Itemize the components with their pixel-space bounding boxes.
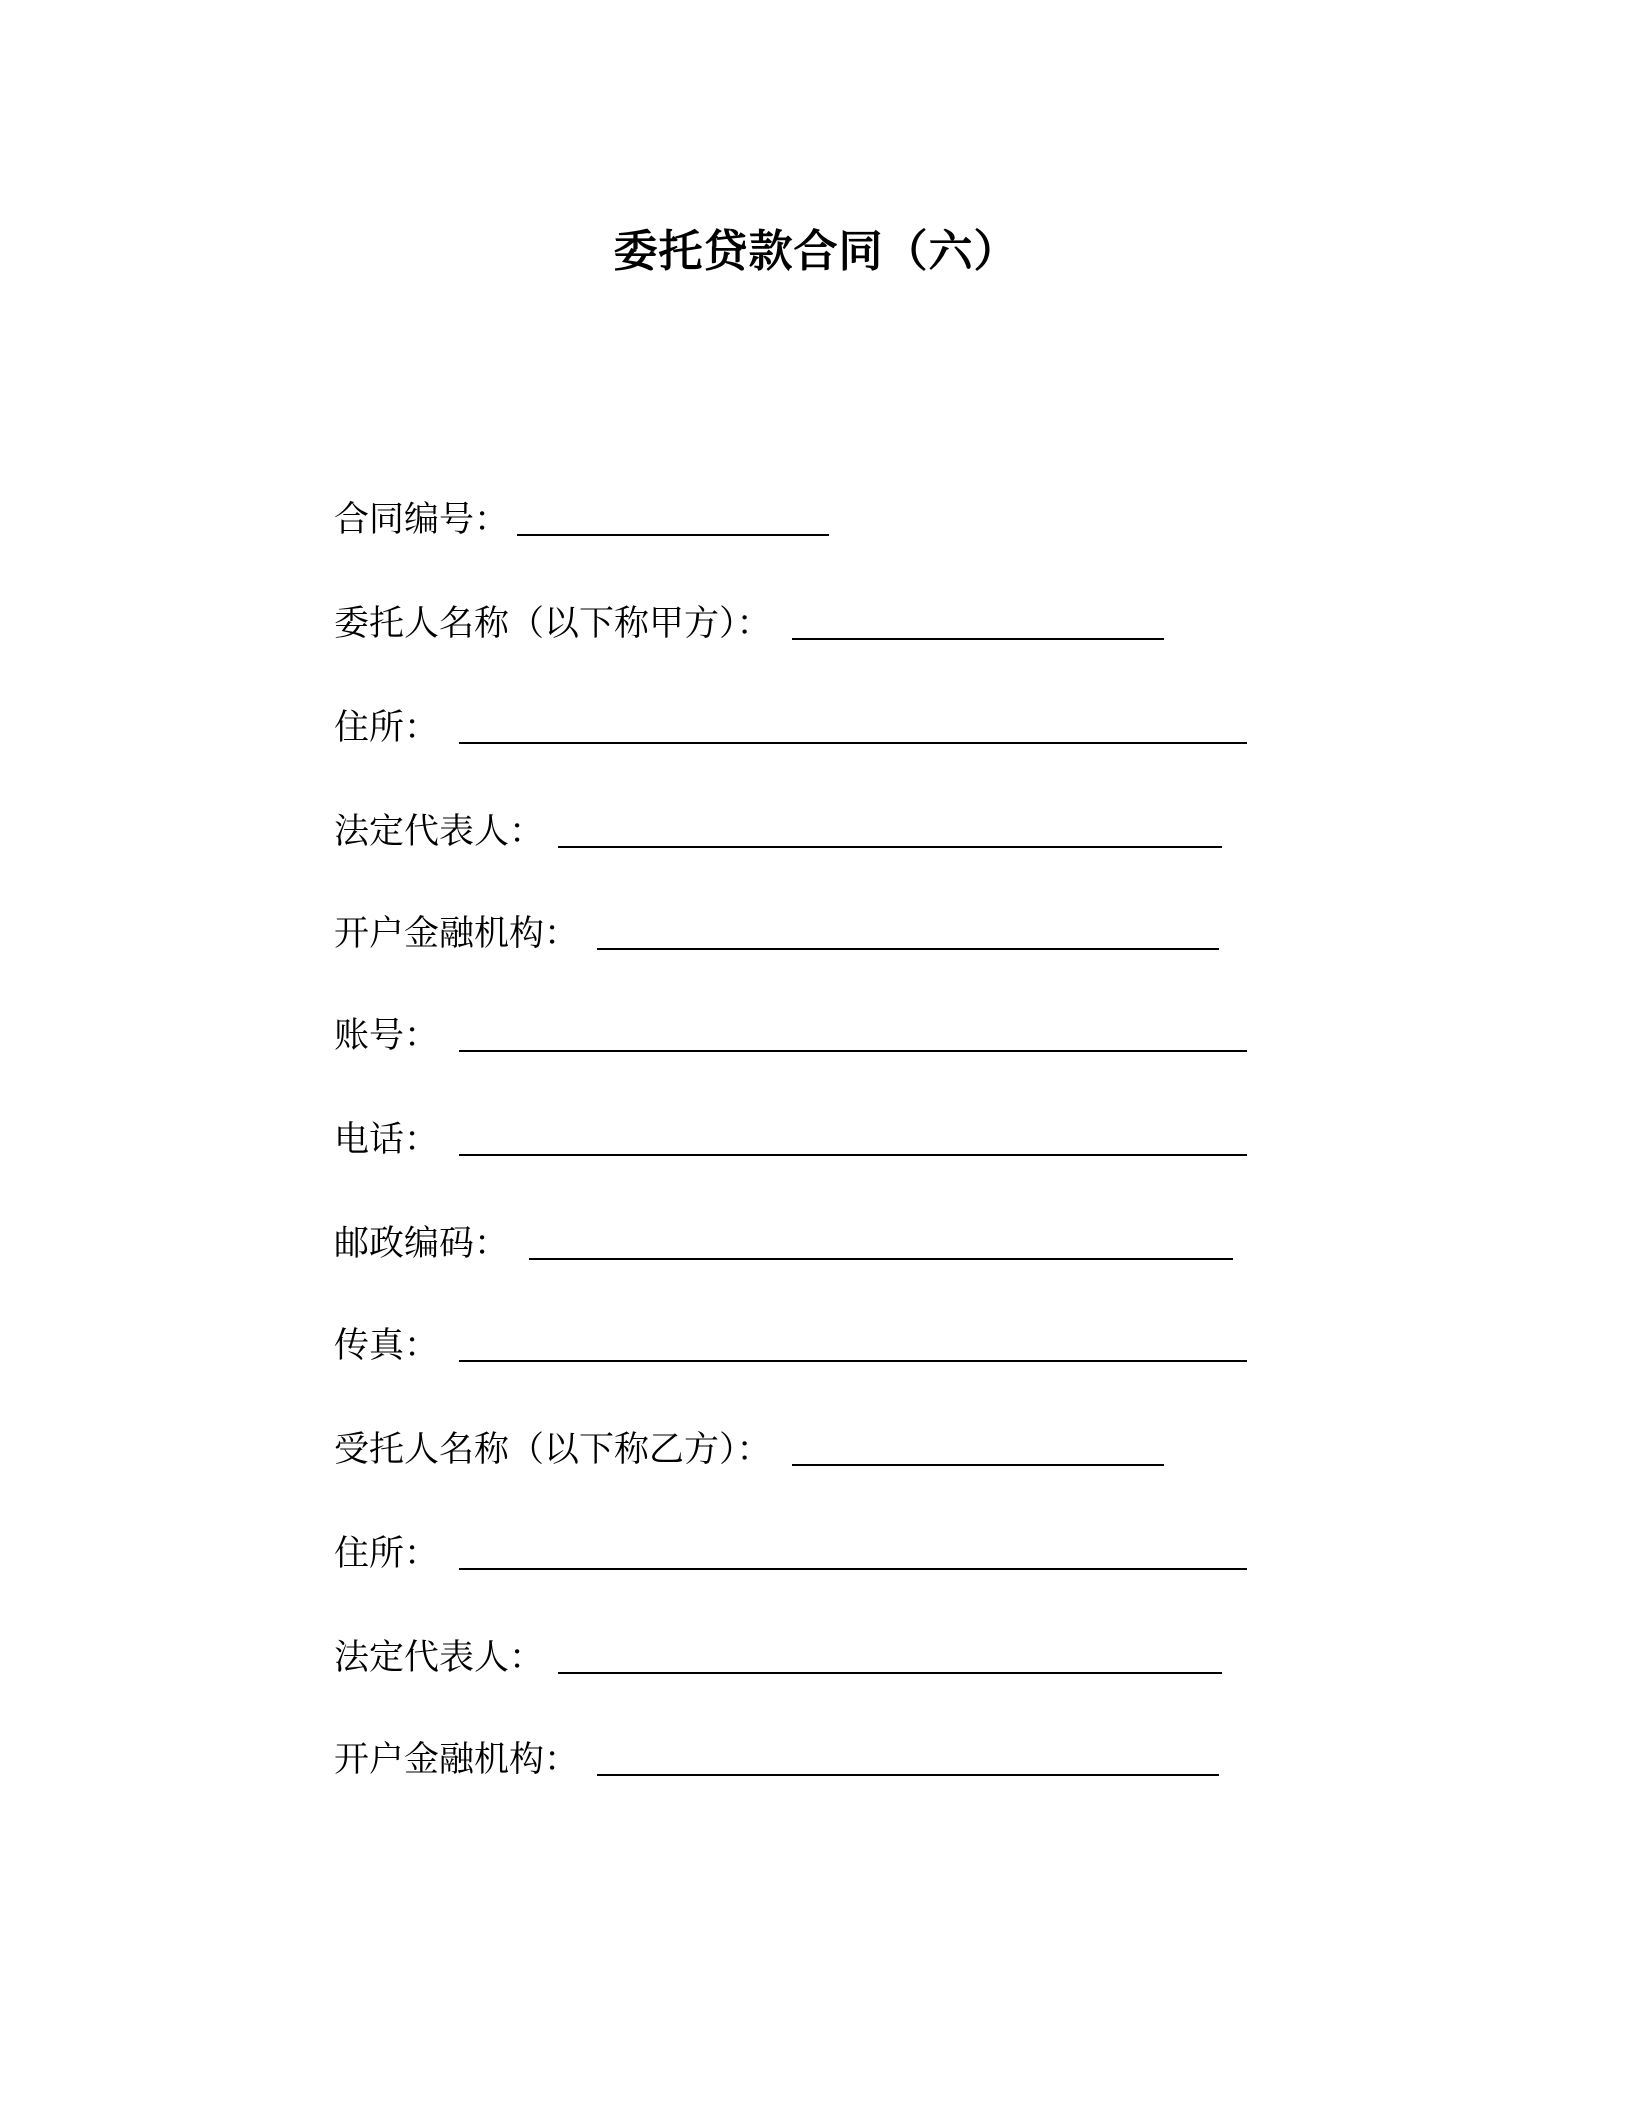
- field-label: 受托人名称（以下称乙方）：: [334, 1430, 772, 1470]
- field-label: 住所：: [334, 1534, 440, 1574]
- field-trustee-bank: [334, 1734, 1219, 1784]
- fill-in-blank[interactable]: [558, 1672, 1222, 1674]
- fill-in-blank[interactable]: [517, 534, 829, 536]
- field-trustee-legal-rep: [334, 1632, 1222, 1682]
- fill-in-blank[interactable]: [459, 1154, 1247, 1156]
- fill-in-blank[interactable]: [459, 1050, 1247, 1052]
- fill-in-blank[interactable]: [597, 948, 1219, 950]
- fill-in-blank[interactable]: [459, 1568, 1247, 1570]
- fill-in-blank[interactable]: [597, 1774, 1219, 1776]
- fill-in-blank[interactable]: [558, 846, 1222, 848]
- field-label: 法定代表人：: [334, 812, 545, 852]
- field-principal-legal-rep: [334, 806, 1222, 856]
- field-contract-number: [334, 494, 829, 544]
- field-label: 传真：: [334, 1326, 440, 1366]
- field-label: 邮政编码：: [334, 1224, 510, 1264]
- field-label: 合同编号：: [334, 500, 510, 540]
- field-label: 法定代表人：: [334, 1638, 545, 1678]
- field-trustee-name: [334, 1424, 1164, 1474]
- fill-in-blank[interactable]: [792, 638, 1164, 640]
- fill-in-blank[interactable]: [459, 1360, 1247, 1362]
- field-label: 开户金融机构：: [334, 914, 580, 954]
- field-label: 委托人名称（以下称甲方）：: [334, 604, 772, 644]
- field-principal-postcode: [334, 1218, 1233, 1268]
- document-title: 委托贷款合同（六）: [613, 226, 1019, 277]
- field-trustee-address: [334, 1528, 1247, 1578]
- field-principal-fax: [334, 1320, 1247, 1370]
- field-principal-address: [334, 702, 1247, 752]
- field-principal-name: [334, 598, 1164, 648]
- field-label: 住所：: [334, 708, 440, 748]
- field-principal-account: [334, 1010, 1247, 1060]
- field-label: 账号：: [334, 1016, 440, 1056]
- field-principal-bank: [334, 908, 1219, 958]
- fill-in-blank[interactable]: [459, 742, 1247, 744]
- field-principal-phone: [334, 1114, 1247, 1164]
- fill-in-blank[interactable]: [529, 1258, 1233, 1260]
- field-label: 电话：: [334, 1120, 440, 1160]
- field-label: 开户金融机构：: [334, 1740, 580, 1780]
- fill-in-blank[interactable]: [792, 1464, 1164, 1466]
